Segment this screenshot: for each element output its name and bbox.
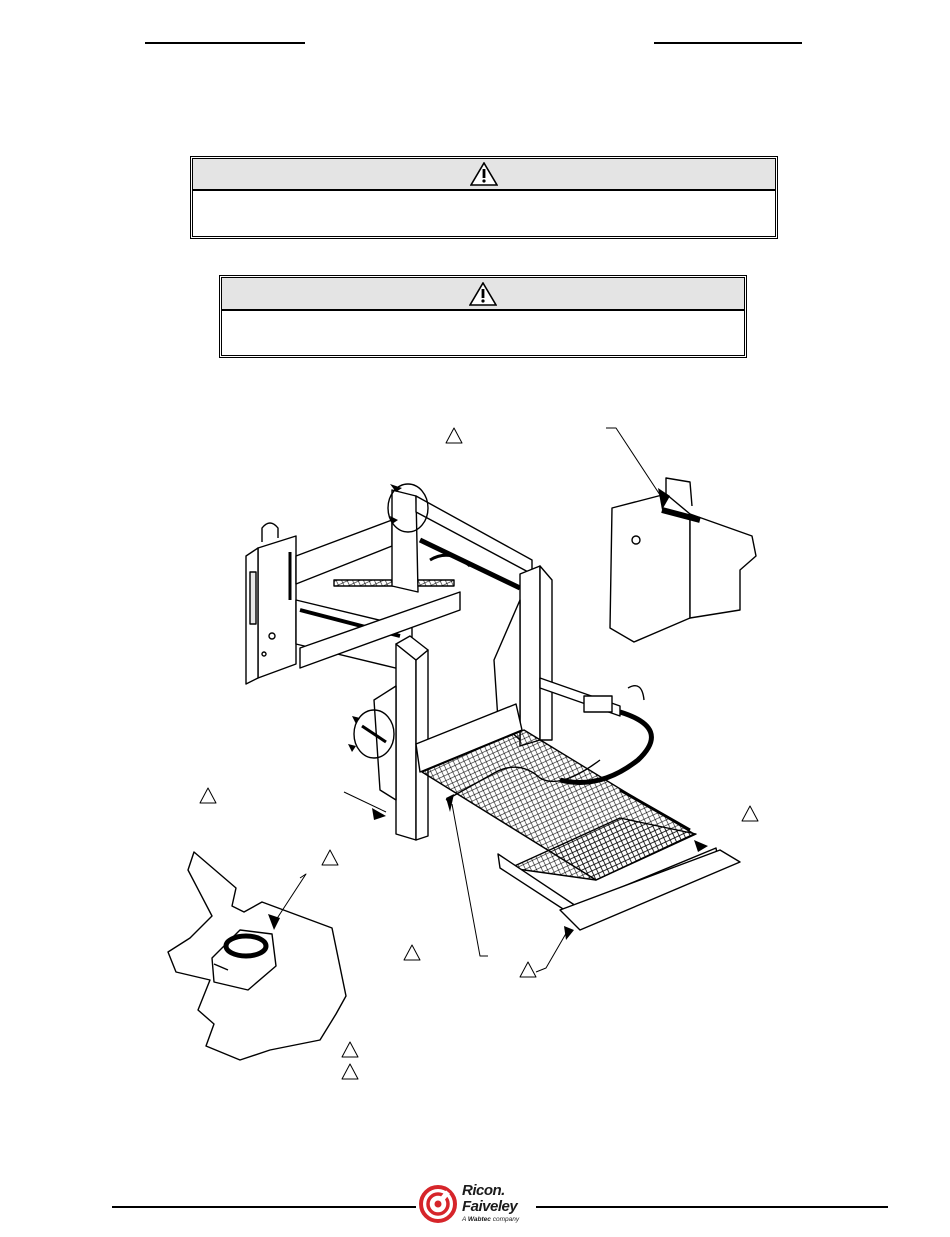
- pump-module-drawing: [246, 523, 296, 684]
- ricon-faiveley-logo: [416, 1180, 536, 1228]
- logo-faiveley-text: Faiveley: [462, 1198, 518, 1215]
- footer-rule-right: [536, 1206, 888, 1208]
- ricon-swirl-icon: [418, 1184, 458, 1224]
- logo-ricon-text: Ricon.: [462, 1182, 505, 1199]
- footer-rule-left: [112, 1206, 416, 1208]
- detail-inset-bottom-left: [168, 852, 346, 1060]
- logo-tagline: [462, 1216, 519, 1223]
- logo-tag-suffix: company: [490, 1216, 520, 1223]
- logo-tag-brand: Wabtec: [467, 1216, 491, 1223]
- platform-drawing: [416, 704, 740, 930]
- logo-tag-prefix: A: [462, 1216, 468, 1223]
- detail-inset-top-right: [610, 478, 756, 642]
